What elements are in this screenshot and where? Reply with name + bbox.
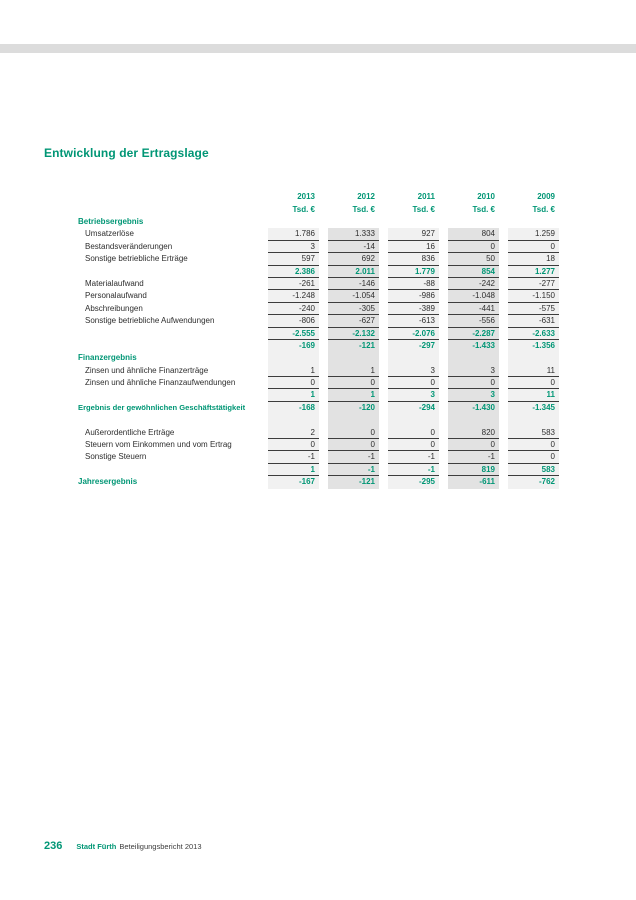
table-row (44, 377, 559, 389)
value-cell: 11 (508, 365, 559, 377)
value-cell: -986 (388, 290, 439, 302)
row-label: Abschreibungen (85, 303, 143, 313)
value-cell: 583 (508, 464, 559, 476)
value-cell: -762 (508, 476, 559, 488)
value-cell: 0 (388, 427, 439, 439)
value-cell: 0 (328, 427, 379, 439)
value-cell: -1.054 (328, 290, 379, 302)
value-cell: 0 (268, 439, 319, 451)
row-label (44, 414, 259, 426)
row-label: Steuern vom Einkommen und vom Ertrag (85, 440, 232, 450)
value-cell: -1 (448, 451, 499, 463)
table-row (44, 439, 559, 451)
value-cell: 11 (508, 389, 559, 401)
value-cell (448, 352, 499, 364)
value-cell: -1.356 (508, 340, 559, 352)
value-cell: -2.076 (388, 328, 439, 340)
value-cell: -631 (508, 315, 559, 327)
year-column-header: 2012 Tsd. € (352, 192, 375, 214)
value-cell (328, 216, 379, 228)
row-label: Betriebsergebnis (78, 217, 144, 226)
value-cell: -1.248 (268, 290, 319, 302)
value-cell: -1.345 (508, 402, 559, 414)
value-cell: 0 (328, 377, 379, 389)
value-cell: -295 (388, 476, 439, 488)
year-column-header: 2013 Tsd. € (292, 192, 315, 214)
table-row (44, 290, 559, 302)
value-cell (508, 414, 559, 426)
value-cell: 2.011 (328, 266, 379, 278)
row-label: Materialaufwand (85, 278, 144, 288)
value-cell: 0 (388, 377, 439, 389)
value-cell: 927 (388, 228, 439, 240)
value-cell (448, 216, 499, 228)
value-cell: 804 (448, 228, 499, 240)
table-row (44, 476, 559, 488)
value-cell: -146 (328, 278, 379, 290)
value-cell: 1.277 (508, 266, 559, 278)
row-label (44, 389, 259, 401)
table-header-row (44, 190, 559, 216)
row-label: Außerordentliche Erträge (85, 427, 175, 437)
value-cell (268, 352, 319, 364)
value-cell: 16 (388, 241, 439, 253)
row-label (44, 464, 259, 476)
table-row (44, 216, 559, 228)
row-label: Umsatzerlöse (85, 229, 134, 239)
value-cell: 0 (508, 439, 559, 451)
value-cell: -277 (508, 278, 559, 290)
value-cell: 1 (268, 464, 319, 476)
value-cell: -242 (448, 278, 499, 290)
row-label: Ergebnis der gewöhnlichen Geschäftstätigkeit (78, 402, 246, 412)
table-row (44, 315, 559, 327)
value-cell: -297 (388, 340, 439, 352)
document-title: Beteiligungsbericht 2013 (119, 842, 202, 851)
value-cell: -627 (328, 315, 379, 327)
table-row (44, 451, 559, 463)
value-cell: 1.333 (328, 228, 379, 240)
value-cell: -1 (388, 464, 439, 476)
value-cell: 3 (448, 365, 499, 377)
earnings-table (44, 190, 559, 489)
table-row (44, 340, 559, 352)
table-row (44, 414, 559, 426)
value-cell: 2 (268, 427, 319, 439)
row-label: Jahresergebnis (78, 477, 138, 487)
row-label: Finanzergebnis (78, 353, 137, 363)
value-cell: -121 (328, 476, 379, 488)
value-cell: -1 (388, 451, 439, 463)
value-cell: 854 (448, 266, 499, 278)
value-cell: 0 (448, 241, 499, 253)
year-column-header: 2010 Tsd. € (472, 192, 495, 214)
table-row (44, 352, 559, 364)
value-cell: 836 (388, 253, 439, 265)
row-label: Personalaufwand (85, 291, 147, 301)
value-cell: 0 (448, 377, 499, 389)
header-spacer (44, 190, 259, 216)
value-cell: -2.132 (328, 328, 379, 340)
page-title: Entwicklung der Ertragslage (44, 146, 209, 160)
value-cell: -806 (268, 315, 319, 327)
row-label: Zinsen und ähnliche Finanzerträge (85, 365, 209, 375)
table-row (44, 241, 559, 253)
value-cell: 1.779 (388, 266, 439, 278)
value-cell: 2.386 (268, 266, 319, 278)
value-cell: 1 (328, 389, 379, 401)
value-cell (328, 414, 379, 426)
value-cell: 0 (268, 377, 319, 389)
row-label: Bestandsveränderungen (85, 241, 173, 251)
value-cell: -168 (268, 402, 319, 414)
value-cell: -305 (328, 303, 379, 315)
value-cell: 0 (508, 451, 559, 463)
value-cell: 583 (508, 427, 559, 439)
value-cell (448, 414, 499, 426)
value-cell: -2.555 (268, 328, 319, 340)
table-row (44, 389, 559, 401)
value-cell: 0 (448, 439, 499, 451)
value-cell: -14 (328, 241, 379, 253)
value-cell: 0 (508, 241, 559, 253)
value-cell: 3 (388, 389, 439, 401)
table-body (44, 216, 559, 489)
value-cell: -294 (388, 402, 439, 414)
value-cell: -613 (388, 315, 439, 327)
value-cell: -1.048 (448, 290, 499, 302)
value-cell: -1 (268, 451, 319, 463)
value-cell: -1 (328, 451, 379, 463)
value-cell (508, 216, 559, 228)
table-row (44, 278, 559, 290)
value-cell: -1.430 (448, 402, 499, 414)
year-column-header: 2009 Tsd. € (532, 192, 555, 214)
row-label (44, 340, 259, 352)
page-number: 236 (44, 840, 63, 852)
value-cell: -2.287 (448, 328, 499, 340)
value-cell: -441 (448, 303, 499, 315)
row-label (44, 266, 259, 278)
table-row (44, 328, 559, 340)
value-cell: 1 (328, 365, 379, 377)
value-cell: -1 (328, 464, 379, 476)
value-cell: 0 (388, 439, 439, 451)
table-row (44, 365, 559, 377)
value-cell: -169 (268, 340, 319, 352)
value-cell (508, 352, 559, 364)
value-cell: 3 (268, 241, 319, 253)
value-cell: -1.150 (508, 290, 559, 302)
value-cell (388, 414, 439, 426)
value-cell: 597 (268, 253, 319, 265)
table-row (44, 303, 559, 315)
value-cell (268, 216, 319, 228)
value-cell: 3 (388, 365, 439, 377)
table-row (44, 427, 559, 439)
row-label: Sonstige betriebliche Aufwendungen (85, 316, 215, 326)
value-cell: 0 (328, 439, 379, 451)
value-cell: 1 (268, 365, 319, 377)
value-cell: 0 (508, 377, 559, 389)
table-row (44, 253, 559, 265)
value-cell: -1.433 (448, 340, 499, 352)
table-row (44, 266, 559, 278)
row-label: Zinsen und ähnliche Finanzaufwendungen (85, 378, 236, 388)
value-cell: 820 (448, 427, 499, 439)
value-cell: -556 (448, 315, 499, 327)
value-cell: -611 (448, 476, 499, 488)
page-footer (44, 840, 202, 852)
brand-name: Stadt Fürth (76, 842, 117, 851)
table-row (44, 402, 559, 414)
value-cell: -120 (328, 402, 379, 414)
row-label (44, 328, 259, 340)
row-label: Sonstige betriebliche Erträge (85, 254, 188, 264)
header-bar (0, 44, 636, 53)
value-cell: -261 (268, 278, 319, 290)
value-cell: -240 (268, 303, 319, 315)
value-cell: 819 (448, 464, 499, 476)
value-cell: -389 (388, 303, 439, 315)
value-cell: -121 (328, 340, 379, 352)
value-cell (388, 216, 439, 228)
value-cell: -167 (268, 476, 319, 488)
value-cell: -2.633 (508, 328, 559, 340)
row-label: Sonstige Steuern (85, 452, 147, 462)
year-column-header: 2011 Tsd. € (412, 192, 435, 214)
value-cell: -88 (388, 278, 439, 290)
table-row (44, 228, 559, 240)
value-cell: 3 (448, 389, 499, 401)
value-cell: 1.786 (268, 228, 319, 240)
value-cell (328, 352, 379, 364)
table-row (44, 464, 559, 476)
value-cell (388, 352, 439, 364)
value-cell (268, 414, 319, 426)
value-cell: 1.259 (508, 228, 559, 240)
value-cell: 1 (268, 389, 319, 401)
value-cell: 50 (448, 253, 499, 265)
value-cell: 692 (328, 253, 379, 265)
value-cell: -575 (508, 303, 559, 315)
value-cell: 18 (508, 253, 559, 265)
